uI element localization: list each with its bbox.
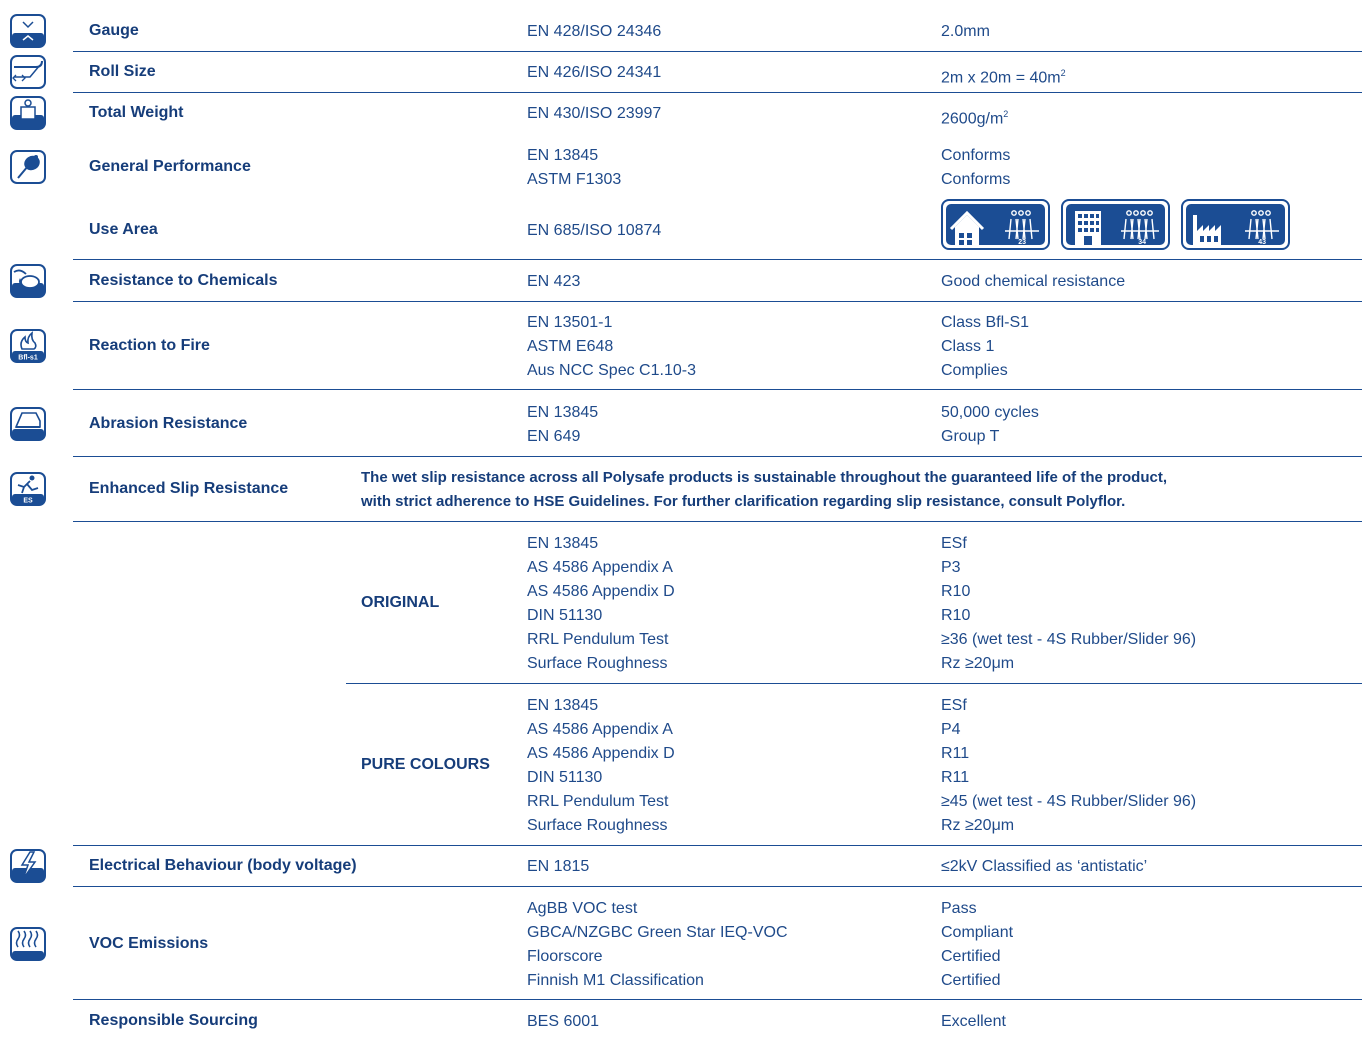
standards-voc: AgBB VOC test GBCA/NZGBC Green Star IEQ-VOC Floorscore Finnish M1 Classification	[527, 900, 788, 989]
standards-original: EN 13845 AS 4586 Appendix A AS 4586 Appendix D DIN 51130 RRL Pendulum Test Surface Roughness	[527, 535, 675, 672]
row-divider	[73, 389, 1362, 390]
row-divider	[73, 51, 1362, 52]
standards-abrasion: EN 13845 EN 649	[527, 404, 599, 445]
industrial-use-icon: 43	[1181, 199, 1290, 250]
value-chemicals: Good chemical resistance	[941, 273, 1126, 290]
standard-sourcing: BES 6001	[527, 1013, 600, 1030]
values-pure-colours: ESf P4 R11 R11 ≥45 (wet test - 4S Rubber/Slider 96) Rz ≥20μm	[941, 697, 1197, 834]
row-divider	[73, 301, 1362, 302]
sublabel-original: ORIGINAL	[361, 594, 440, 611]
values-voc: Pass Compliant Certified Certified	[941, 900, 1014, 989]
value-roll-size: 2m x $20m = 40m^2$	[941, 68, 1066, 87]
property-fire: Reaction to Fire	[89, 337, 210, 354]
values-original: ESf P3 R10 R10 ≥36 (wet test - 4S Rubber/Slider 96) Rz ≥20μm	[941, 535, 1197, 672]
value-total-weight: $2600g/m^2$	[941, 109, 1009, 128]
value-gauge: 2.0mm	[941, 23, 990, 40]
standards-pure-colours: EN 13845 AS 4586 Appendix A AS 4586 Appendix D DIN 51130 RRL Pendulum Test Surface Roughness	[527, 697, 675, 834]
electrical-icon	[10, 849, 46, 883]
row-divider	[73, 845, 1362, 846]
property-voc: VOC Emissions	[89, 935, 209, 952]
domestic-use-icon: 23	[941, 199, 1050, 250]
voc-emissions-icon	[10, 927, 46, 961]
property-roll-size: Roll Size	[89, 63, 156, 80]
sublabel-pure-colours: PURE COLOURS	[361, 756, 490, 773]
property-electrical: Electrical Behaviour (body voltage)	[89, 857, 357, 874]
row-divider	[73, 92, 1362, 93]
row-divider	[73, 999, 1362, 1000]
property-sourcing: Responsible Sourcing	[89, 1012, 258, 1029]
standard-use-area: EN 685/ISO 10874	[527, 222, 662, 239]
chemicals-icon	[10, 264, 46, 298]
row-divider	[73, 521, 1362, 522]
weight-icon	[10, 96, 46, 130]
gauge-icon	[10, 14, 46, 48]
property-slip: Enhanced Slip Resistance	[89, 480, 289, 497]
standard-chemicals: EN 423	[527, 273, 581, 290]
standard-electrical: EN 1815	[527, 858, 590, 875]
commercial-use-icon: 34	[1061, 199, 1170, 250]
svg-text:ES: ES	[23, 497, 33, 505]
subrow-divider	[346, 683, 1362, 684]
performance-icon	[10, 150, 46, 184]
fire-icon	[10, 329, 46, 363]
slip-resistance-icon	[10, 472, 46, 506]
property-use-area: Use Area	[89, 221, 158, 238]
property-total-weight: Total Weight	[89, 104, 184, 121]
standard-gauge: EN 428/ISO 24346	[527, 23, 662, 40]
row-divider	[73, 259, 1362, 260]
roll-size-icon	[10, 55, 46, 89]
svg-text:Bfl-s1: Bfl-s1	[18, 354, 38, 362]
value-electrical: ≤2kV Classified as ‘antistatic’	[941, 858, 1148, 875]
row-divider	[73, 456, 1362, 457]
slip-note: The wet slip resistance across all Polysafe products is sustainable throughout the guaranteed life of the product, with strict adherence to HSE Guidelines. For further clarification regarding slip resistance, consult Polyflor.	[361, 469, 1168, 510]
property-chemicals: Resistance to Chemicals	[89, 272, 278, 289]
property-abrasion: Abrasion Resistance	[89, 415, 248, 432]
standard-roll-size: EN 426/ISO 24341	[527, 64, 662, 81]
row-divider	[73, 886, 1362, 887]
values-general-performance: Conforms Conforms	[941, 147, 1011, 188]
property-gauge: Gauge	[89, 22, 139, 39]
value-sourcing: Excellent	[941, 1013, 1006, 1030]
abrasion-icon	[10, 407, 46, 441]
standard-total-weight: EN 430/ISO 23997	[527, 105, 662, 122]
property-general-performance: General Performance	[89, 158, 251, 175]
standards-fire: EN 13501-1 ASTM E648 Aus NCC Spec C1.10-3	[527, 314, 696, 379]
values-abrasion: 50,000 cycles Group T	[941, 404, 1039, 445]
values-fire: Class Bfl-S1 Class 1 Complies	[941, 314, 1030, 379]
standards-general-performance: EN 13845 ASTM F1303	[527, 147, 622, 188]
